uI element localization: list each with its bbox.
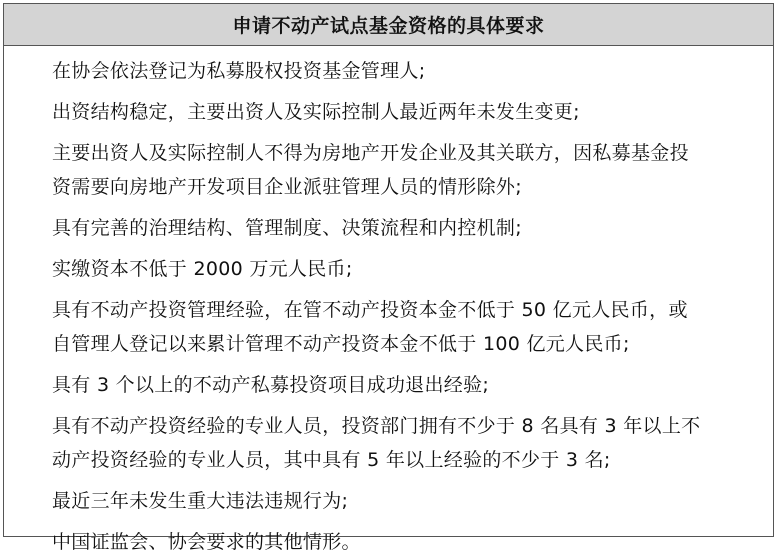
requirement-line: 资需要向房地产开发项目企业派驻管理人员的情形除外; <box>52 176 522 198</box>
table-header <box>4 4 773 46</box>
requirement-item <box>52 362 767 403</box>
requirement-line: 出资结构稳定，主要出资人及实际控制人最近两年未发生变更; <box>52 101 580 123</box>
requirement-line: 具有完善的治理结构、管理制度、决策流程和内控机制; <box>52 217 522 239</box>
requirements-list <box>4 46 773 560</box>
table-title: 申请不动产试点基金资格的具体要求 <box>232 15 545 37</box>
requirement-line: 具有不动产投资经验的专业人员，投资部门拥有不少于 8 名具有 3 年以上不 <box>52 415 701 437</box>
requirements-table <box>3 3 774 553</box>
requirement-line: 最近三年未发生重大违法违规行为; <box>52 490 349 512</box>
requirement-line: 实缴资本不低于 2000 万元人民币; <box>52 258 353 280</box>
requirement-item <box>52 130 767 205</box>
requirement-line: 在协会依法登记为私募股权投资基金管理人; <box>52 60 426 82</box>
requirement-line: 自管理人登记以来累计管理不动产投资本金不低于 100 亿元人民币; <box>52 333 630 355</box>
requirement-item <box>52 89 767 130</box>
requirement-line: 主要出资人及实际控制人不得为房地产开发企业及其关联方，因私募基金投 <box>52 142 689 164</box>
requirement-line: 动产投资经验的专业人员，其中具有 5 年以上经验的不少于 3 名; <box>52 449 611 471</box>
requirement-item <box>52 478 767 519</box>
requirement-item <box>52 519 767 560</box>
requirement-line: 具有不动产投资管理经验，在管不动产投资本金不低于 50 亿元人民币，或 <box>52 299 688 321</box>
requirement-line: 中国证监会、协会要求的其他情形。 <box>52 531 361 553</box>
requirement-item <box>52 287 767 362</box>
requirement-item <box>52 246 767 287</box>
requirement-item <box>52 205 767 246</box>
requirement-line: 具有 3 个以上的不动产私募投资项目成功退出经验; <box>52 374 490 396</box>
requirement-item <box>52 403 767 478</box>
requirement-item <box>52 46 767 89</box>
